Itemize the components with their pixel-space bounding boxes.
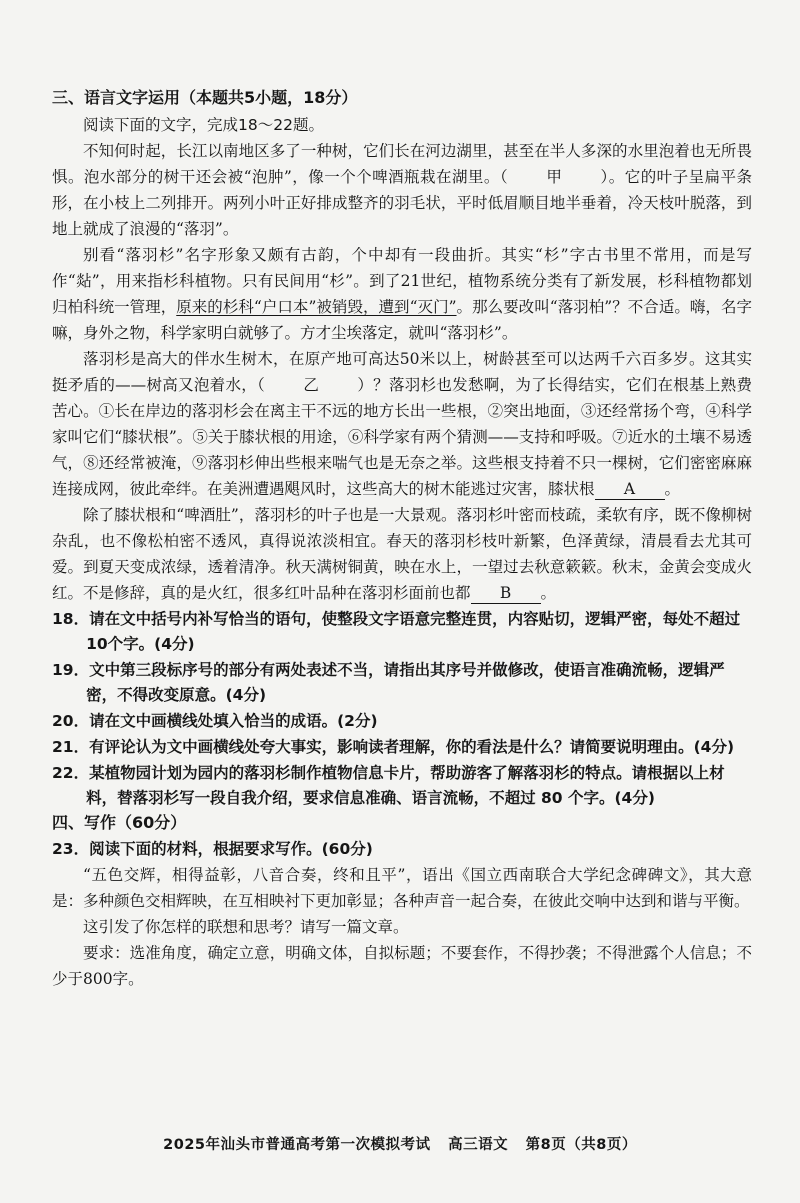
p1-text-after: ）。它的叶子呈扁平条形，在小枝上二列排开。两列小叶正好排成整齐的羽毛状，平时低眉顺目地半垂着，冷天枝叶脱落，到地上就成了浪漫的“落羽”。 <box>52 168 752 238</box>
page-content <box>52 86 752 992</box>
blank-jia: 甲 <box>546 168 562 186</box>
section4-heading: 四、写作（60分） <box>52 813 187 832</box>
section3-intro: 阅读下面的文字，完成18～22题。 <box>83 116 324 134</box>
question-18: 18．请在文中括号内补写恰当的语句，使整段文字语意完整连贯，内容贴切，逻辑严密，每处不超过10个字。(4分) <box>52 610 741 653</box>
question-21: 21．有评论认为文中画横线处夸大事实，影响读者理解，你的看法是什么？请简要说明理由。(4分) <box>52 738 735 756</box>
footer-subject: 高三语文 <box>448 1137 509 1153</box>
question-19: 19．文中第三段标序号的部分有两处表述不当，请指出其序号并做修改，使语言准确流畅，逻辑严密，不得改变原意。(4分) <box>52 661 725 704</box>
blank-a: A <box>595 479 665 500</box>
writing-material: “五色交辉，相得益彰，八音合奏，终和且平”，语出《国立西南联合大学纪念碑碑文》，其大意是：多种颜色交相辉映，在互相映衬下更加彰显；各种声音一起合奏，在彼此交响中达到和谐与平衡。 <box>52 866 752 910</box>
p3-text-after: 。 <box>664 480 681 498</box>
writing-prompt: 这引发了你怎样的联想和思考？请写一篇文章。 <box>83 918 409 936</box>
underlined-sentence: 原来的杉科“户口本”被销毁，遭到“灭门” <box>176 298 457 316</box>
footer-exam-title: 2025年汕头市普通高考第一次模拟考试 <box>163 1137 431 1153</box>
passage-paragraph-3 <box>52 346 752 502</box>
question-23: 23．阅读下面的材料，根据要求写作。(60分) <box>52 840 373 858</box>
question-20: 20．请在文中画横线处填入恰当的成语。(2分) <box>52 712 378 730</box>
p4-text-before: 除了膝状根和“啤酒肚”，落羽杉的叶子也是一大景观。落羽杉叶密而枝疏，柔软有序，既不像柳树杂乱，也不像松柏密不透风，真得说浓淡相宜。春天的落羽杉枝叶新繁，色泽黄绿，清晨看去尤其可爱。到夏天变成浓绿，透着清净。秋天满树铜黄，映在水上，一望过去秋意簌簌。秋末，金黄会变成火红。不是修辞，真的是火红，很多红叶品种在落羽杉面前也都 <box>52 506 752 602</box>
blank-b: B <box>471 583 541 604</box>
p4-text-after: 。 <box>540 584 557 602</box>
p3-text-middle: ）？落羽杉也发愁啊，为了长得结实，它们在根基上熟费苦心。①长在岸边的落羽杉会在离主干不远的地方长出一些根，②突出地面，③还经常扬个弯，④科学家叫它们“膝状根”。⑤关于膝状根的用途，⑥科学家有两个猜测——支持和呼吸。⑦近水的土壤不易透气，⑧还经常被淹，⑨落羽杉伸出些根来喘气也是无奈之举。这些根支持着不只一棵树，它们密密麻麻连接成网，彼此牵绊。在美洲遭遇飓风时，这些高大的树木能逃过灾害，膝状根 <box>52 376 752 498</box>
section3-heading: 三、语言文字运用（本题共5小题，18分） <box>52 88 358 107</box>
p2-text-after: 。那么要改叫“落羽柏”？不合适。嗨，名字嘛，身外之物，科学家明白就够了。方才尘埃落定，就叫“落羽杉”。 <box>52 298 752 342</box>
p3-text-before: 落羽杉是高大的伴水生树木，在原产地可高达50米以上，树龄甚至可以达两千六百多岁。这其实挺矛盾的——树高又泡着水，（ <box>52 350 752 394</box>
footer-page-number: 第8页（共8页） <box>525 1137 637 1153</box>
writing-requirements: 要求：选准角度，确定立意，明确文体，自拟标题；不要套作，不得抄袭；不得泄露个人信息；不少于800字。 <box>52 944 752 988</box>
page-footer <box>0 1133 800 1154</box>
blank-yi: 乙 <box>303 376 319 394</box>
passage-paragraph-2 <box>52 242 752 346</box>
passage-paragraph-4 <box>52 502 752 606</box>
p1-text-before: 不知何时起，长江以南地区多了一种树，它们长在河边湖里，甚至在半人多深的水里泡着也无所畏惧。泡水部分的树干还会被“泡肿”，像一个个啤酒瓶栽在湖里。（ <box>52 142 752 186</box>
question-22: 22．某植物园计划为园内的落羽杉制作植物信息卡片，帮助游客了解落羽杉的特点。请根据以上材料，替落羽杉写一段自我介绍，要求信息准确、语言流畅，不超过 80 个字。(4分) <box>52 764 725 807</box>
passage-paragraph-1 <box>52 138 752 242</box>
p2-text-before: 别看“落羽杉”名字形象又颇有古韵，个中却有一段曲折。其实“杉”字古书里不常用，而是写作“煔”，用来指杉科植物。只有民间用“杉”。到了21世纪，植物系统分类有了新发展，杉科植物都划归柏科统一管理， <box>52 246 752 316</box>
